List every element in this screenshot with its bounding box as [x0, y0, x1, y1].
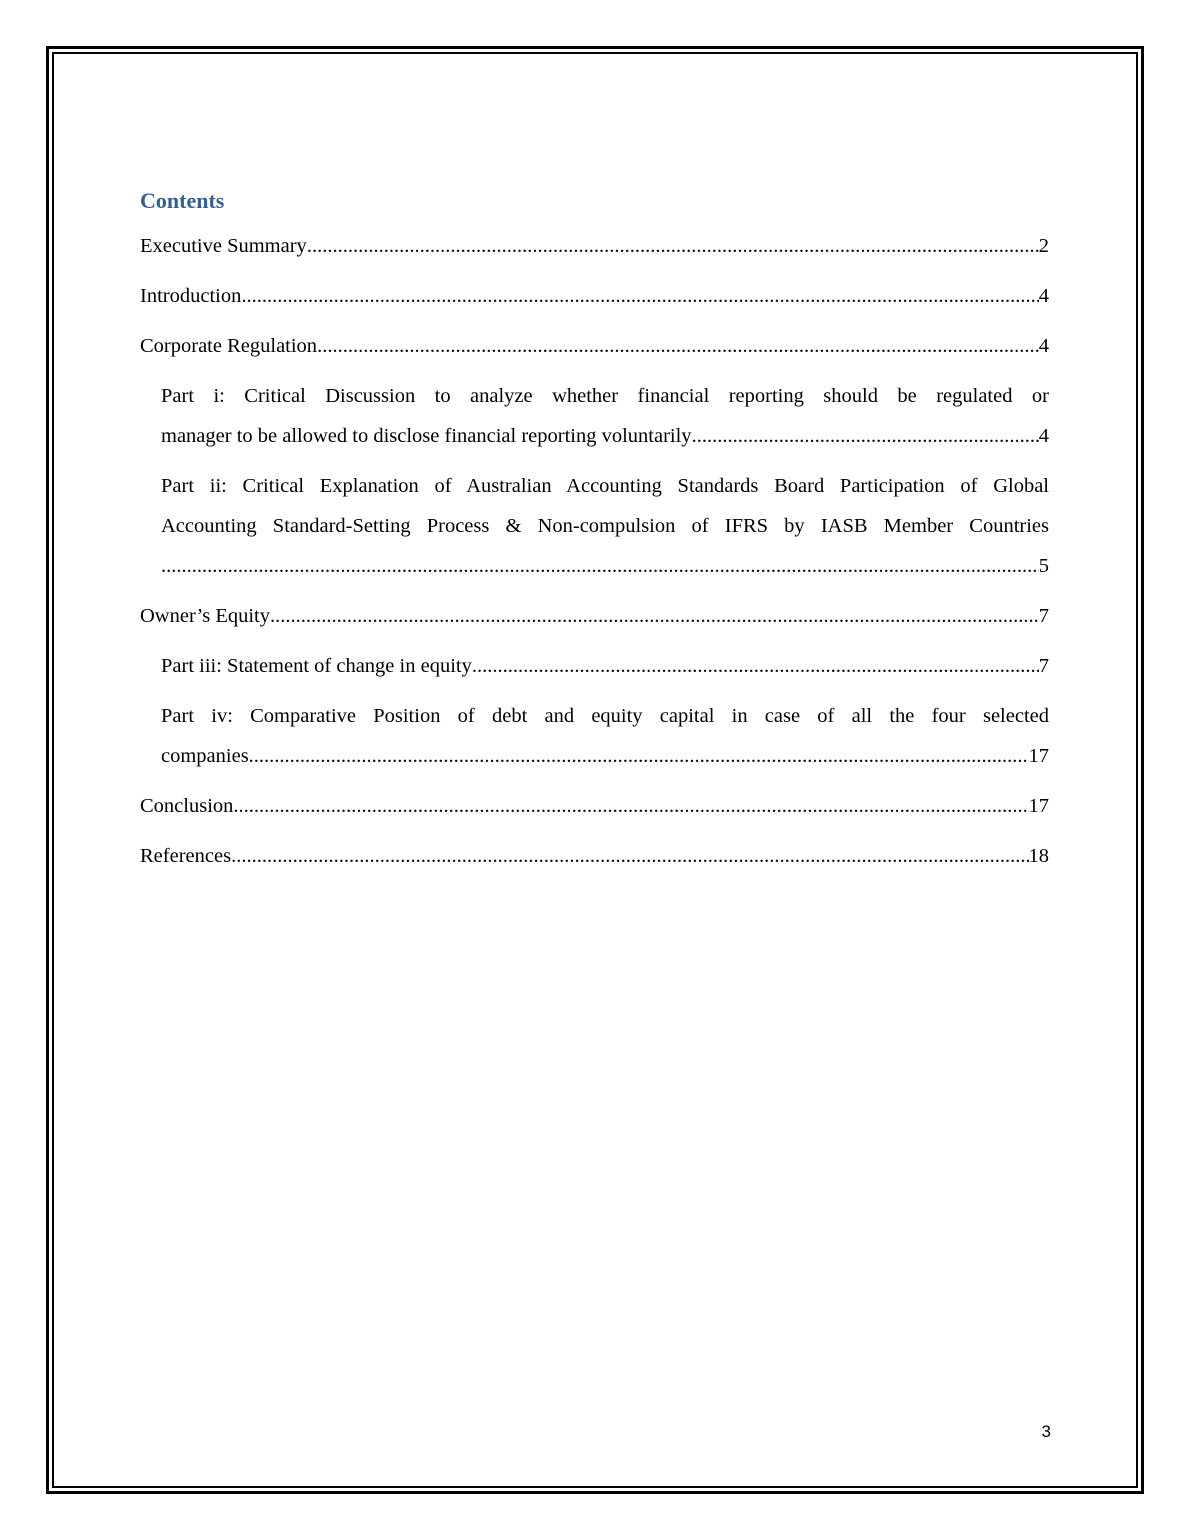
dot-leader	[317, 326, 1039, 366]
toc-entry-page: 4	[1038, 285, 1049, 307]
toc-entry-executive-summary[interactable]	[140, 226, 1049, 266]
toc-entry-corporate-regulation[interactable]	[140, 326, 1049, 366]
toc-entry-references[interactable]	[140, 836, 1049, 876]
toc-entry-title: Conclusion	[140, 795, 234, 817]
toc-entry-page: 5	[1038, 555, 1049, 577]
toc-entry-title-line: Part ii: Critical Explanation of Australian Accounting Standards Board Participation of Global	[161, 475, 1049, 497]
dot-leader	[692, 416, 1039, 456]
toc-entry-title: Introduction	[140, 285, 242, 307]
dot-leader	[307, 226, 1039, 266]
toc-entry-title: References	[140, 845, 232, 867]
toc-entry-page: 7	[1038, 655, 1049, 677]
page-number: 3	[1041, 1422, 1051, 1441]
toc-entry-introduction[interactable]	[140, 276, 1049, 316]
toc-entry-page: 4	[1038, 335, 1049, 357]
dot-leader	[270, 596, 1039, 636]
toc-entry-title: Part iii: Statement of change in equity	[161, 655, 472, 677]
table-of-contents	[140, 186, 1049, 886]
toc-entry-page: 7	[1038, 605, 1049, 627]
toc-entry-page: 2	[1038, 235, 1049, 257]
toc-entry-title-line: manager to be allowed to disclose financial reporting voluntarily	[161, 425, 692, 447]
toc-entry-title: Corporate Regulation	[140, 335, 318, 357]
toc-entry-page: 18	[1028, 845, 1049, 867]
dot-leader	[249, 736, 1029, 776]
toc-entry-page: 17	[1028, 795, 1049, 817]
toc-entry-page: 4	[1038, 425, 1049, 447]
toc-entry-owners-equity[interactable]	[140, 596, 1049, 636]
dot-leader	[161, 546, 1039, 586]
toc-entry-part-iii[interactable]	[161, 646, 1049, 686]
toc-entry-title-line: Part i: Critical Discussion to analyze whether financial reporting should be regulated or	[161, 385, 1049, 407]
toc-entry-page: 17	[1028, 745, 1049, 767]
dot-leader	[233, 786, 1028, 826]
toc-entry-title-line: Accounting Standard-Setting Process & Non-compulsion of IFRS by IASB Member Countries	[161, 515, 1049, 537]
dot-leader	[241, 276, 1038, 316]
dot-leader	[472, 646, 1039, 686]
dot-leader	[231, 836, 1028, 876]
toc-entry-part-iv[interactable]	[161, 696, 1049, 776]
toc-entry-title-line: companies	[161, 745, 249, 767]
toc-entry-title: Owner’s Equity	[140, 605, 271, 627]
toc-entry-part-i[interactable]	[161, 376, 1049, 456]
toc-entry-title-line: Part iv: Comparative Position of debt and equity capital in case of all the four selected	[161, 705, 1049, 727]
toc-entry-part-ii[interactable]	[161, 466, 1049, 586]
toc-entry-conclusion[interactable]	[140, 786, 1049, 826]
toc-entry-title: Executive Summary	[140, 235, 307, 257]
toc-heading: Contents	[140, 188, 225, 213]
